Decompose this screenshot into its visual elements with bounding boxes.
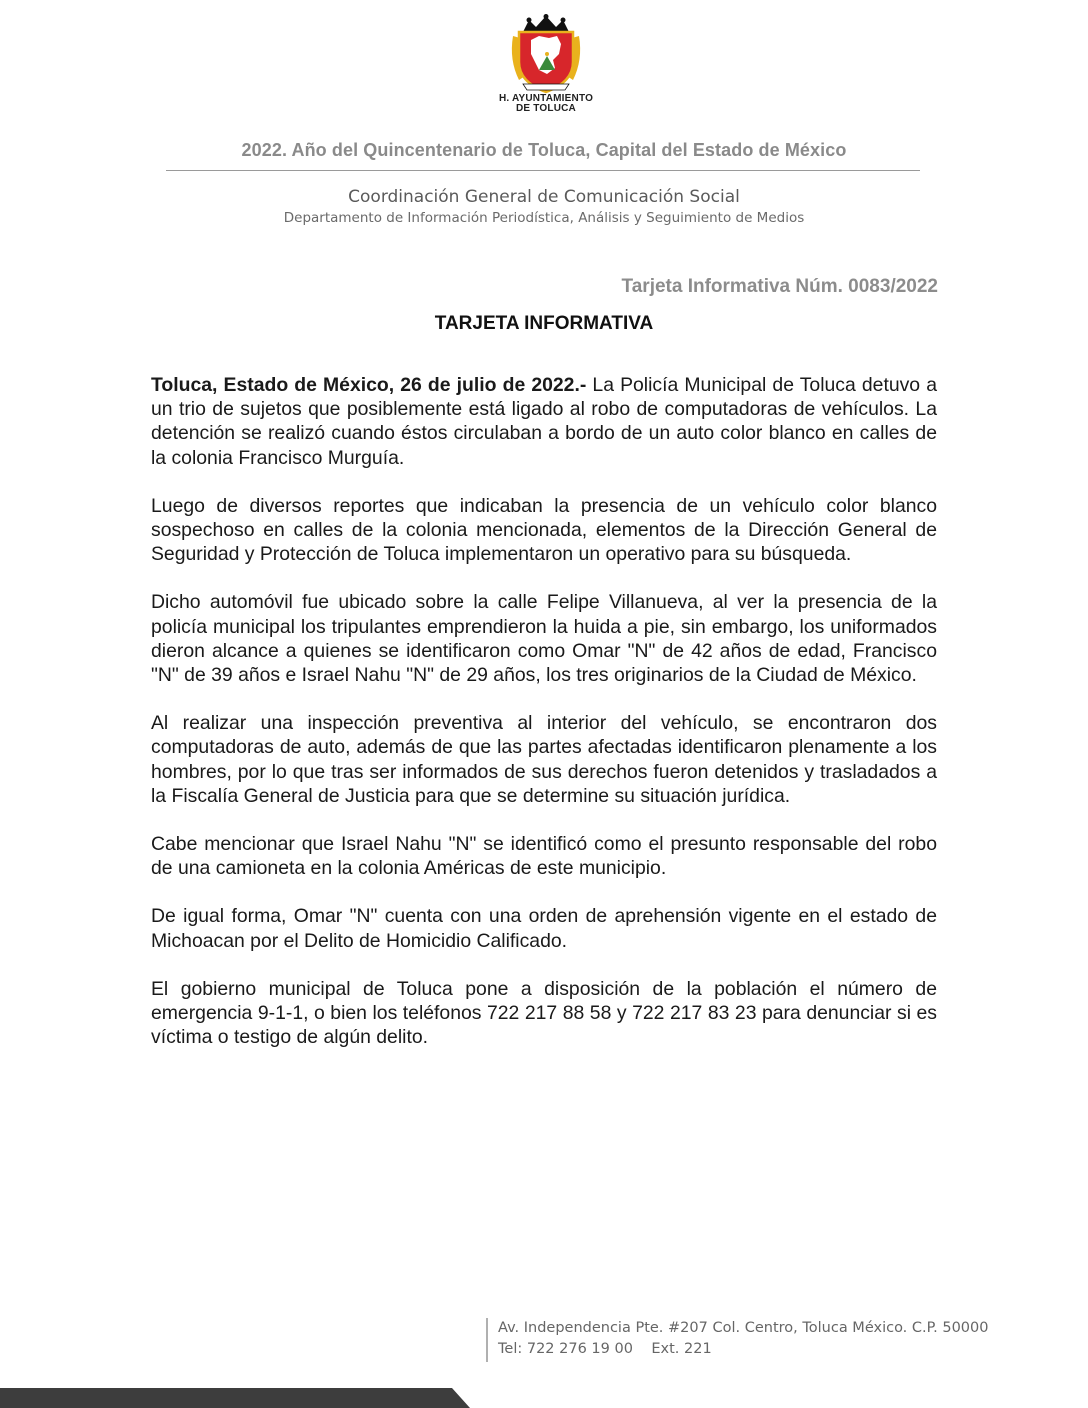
footer-address: Av. Independencia Pte. #207 Col. Centro, Toluca México. C.P. 50000 [498, 1320, 989, 1336]
dateline: Toluca, Estado de México, 26 de julio de 2022.- [151, 374, 587, 396]
municipal-logo [488, 14, 604, 114]
document-title: TARJETA INFORMATIVA [434, 313, 654, 334]
paragraph-3: Dicho automóvil fue ubicado sobre la calle Felipe Villanueva, al ver la presencia de la policía municipal los tripulantes emprendieron la huida a pie, sin embargo, los uniformados dieron alcance a quienes se identificaron como Omar "N" de 42 años de edad, Francisco "N" de 39 años e Israel Nahu "N" de 29 años, los tres originarios de la Ciudad de México. [151, 591, 937, 687]
document-body [151, 373, 937, 1073]
paragraph-6: De igual forma, Omar "N" cuenta con una orden de aprehensión vigente en el estado de Michoacan por el Delito de Homicidio Calificado. [151, 905, 937, 952]
paragraph-2: Luego de diversos reportes que indicaban la presencia de un vehículo color blanco sospechoso en calles de la colonia mencionada, elementos de la Dirección General de Seguridad y Protección de Toluca implementaron un operativo para su búsqueda. [151, 494, 937, 566]
header-divider [166, 170, 920, 171]
paragraph-1-text: La Policía Municipal de Toluca detuvo a un trio de sujetos que posiblemente está ligado al robo de computadoras de vehículos. La detención se realizó cuando éstos circulaban a bordo de un auto color blanco en calles de la colonia Francisco Murguía. [151, 374, 937, 469]
logo-line-1: H. AYUNTAMIENTO [498, 93, 594, 104]
paragraph-5: Cabe mencionar que Israel Nahu "N" se identificó como el presunto responsable del robo de una camioneta en la colonia Américas de este municipio. [151, 833, 937, 880]
paragraph-1 [151, 373, 937, 470]
card-number: Tarjeta Informativa Núm. 0083/2022 [621, 276, 938, 297]
coat-of-arms-icon [509, 14, 583, 94]
footer-phone: Tel: 722 276 19 00 Ext. 221 [498, 1341, 712, 1357]
coordination-title: Coordinación General de Comunicación Social [348, 187, 740, 207]
paragraph-4: Al realizar una inspección preventiva al interior del vehículo, se encontraron dos computadoras de auto, además de que las partes afectadas identificaron plenamente a los hombres, por lo que tras ser informados de sus derechos fueron detenidos y trasladados a la Fiscalía General de Justicia para que se determine su situación jurídica. [151, 712, 937, 807]
department-subtitle: Departamento de Información Periodística, Análisis y Seguimiento de Medios [283, 210, 805, 226]
paragraph-7: El gobierno municipal de Toluca pone a disposición de la población el número de emergencia 9-1-1, o bien los teléfonos 722 217 88 58 y 722 217 83 23 para denunciar si es víctima o testigo de algún delito. [151, 977, 937, 1049]
logo-line-2: DE TOLUCA [516, 103, 576, 114]
footer-divider [486, 1318, 488, 1362]
year-motto: 2022. Año del Quincentenario de Toluca, Capital del Estado de México [241, 140, 847, 160]
footer-band [0, 1388, 470, 1408]
